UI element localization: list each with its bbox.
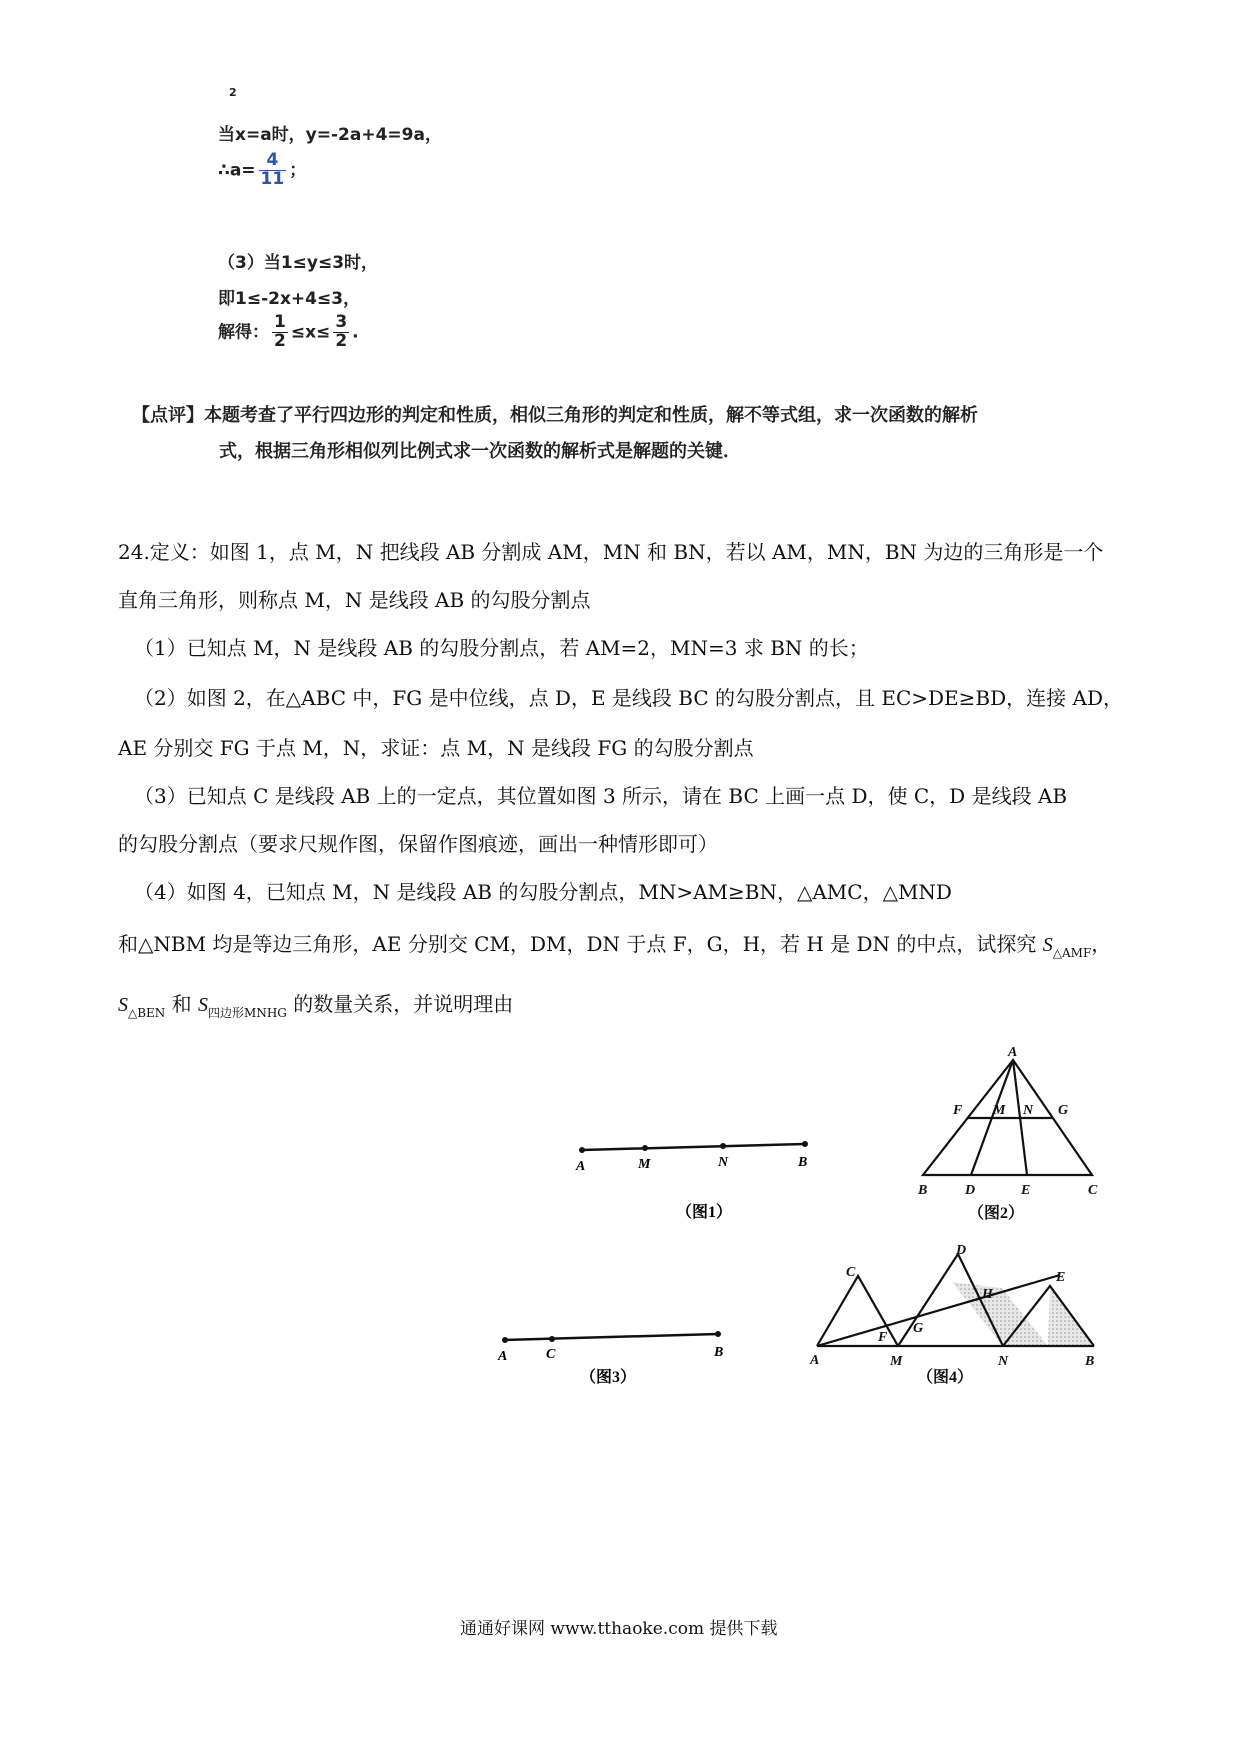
fig3-segment-ab (505, 1334, 718, 1340)
fig4-label-n: N (998, 1354, 1009, 1369)
area-symbol: S (118, 994, 128, 1016)
area-subscript-mnhg: 四边形MNHG (208, 1006, 287, 1020)
fig2-caption: （图2） (968, 1205, 1025, 1222)
comment-label: 【点评】 (132, 405, 204, 426)
fig2-label-m: M (993, 1103, 1006, 1118)
fig1-label-b: B (798, 1155, 808, 1170)
fig3-point-a (502, 1337, 508, 1343)
figure-2-labels (917, 1045, 1098, 1222)
fraction-denominator: 2 (274, 330, 286, 351)
solution-line-3: （3）当1≤y≤3时， (218, 253, 379, 273)
fig1-caption: （图1） (676, 1204, 733, 1221)
fig4-label-m: M (890, 1354, 903, 1369)
question-line-2: 直角三角形，则称点 M，N 是线段 AB 的勾股分割点 (118, 588, 591, 612)
question-part-4-tail: 的数量关系，并说明理由 (286, 992, 514, 1016)
question-part-1: （1）已知点 M，N 是线段 AB 的勾股分割点，若 AM=2，MN=3 求 BN 的长； (134, 636, 869, 660)
fig3-label-a: A (498, 1349, 508, 1364)
fig2-label-e: E (1021, 1183, 1031, 1198)
fraction-numerator: 1 (274, 312, 286, 332)
fig4-label-a: A (810, 1353, 820, 1368)
area-subscript-amf: △AMF (1052, 946, 1092, 960)
fig2-label-b: B (918, 1183, 928, 1198)
fig4-label-d: D (956, 1243, 967, 1258)
conjunction: 和 (165, 992, 199, 1016)
question-part-4-line-1: （4）如图 4，已知点 M，N 是线段 AB 的勾股分割点，MN>AM≥BN，△AMC，△MND (134, 880, 952, 904)
fraction-denominator: 11 (260, 168, 285, 189)
punctuation: ， (1091, 932, 1112, 956)
fig4-label-e: E (1056, 1270, 1066, 1285)
fig2-label-n: N (1023, 1103, 1034, 1118)
area-symbol: S (1042, 934, 1053, 956)
fig2-label-c: C (1088, 1183, 1098, 1198)
fig2-label-a: A (1008, 1045, 1018, 1060)
comment-text-1: 本题考查了平行四边形的判定和性质，相似三角形的判定和性质，解不等式组，求一次函数的解析 (204, 405, 978, 426)
area-subscript-ben: △BEN (128, 1006, 166, 1020)
fig4-label-b: B (1085, 1354, 1095, 1369)
area-symbol: S (198, 994, 209, 1016)
solution-line-5-middle: ≤x≤ (290, 322, 331, 343)
fig2-label-d: D (965, 1183, 976, 1198)
question-line-1: 24.定义：如图 1，点 M，N 把线段 AB 分割成 AM，MN 和 BN，若以 AM，MN，BN 为边的三角形是一个 (118, 540, 1104, 564)
fig1-segment-ab (582, 1144, 805, 1150)
fig1-point-n (720, 1143, 726, 1149)
footer-credit: 通通好课网 www.tthaoke.com 提供下载 (460, 1619, 778, 1639)
figure-1 (575, 1141, 808, 1221)
fig1-label-n: N (718, 1155, 729, 1170)
solution-line-5-prefix: 解得： (218, 322, 269, 343)
question-part-4-text: 和△NBM 均是等边三角形，AE 分别交 CM，DM，DN 于点 F，G，H，若 H 是 DN 的中点，试探究 (118, 932, 1043, 956)
solution-line-2-prefix: ∴a= (218, 160, 256, 181)
fig1-label-m: M (638, 1157, 651, 1172)
fig4-label-f: F (878, 1330, 888, 1345)
fig4-label-g: G (913, 1321, 924, 1336)
fig4-label-h: H (982, 1287, 993, 1302)
fraction-denominator: 2 (335, 330, 348, 351)
fig3-label-b: B (714, 1345, 724, 1360)
solution-line-1: 当x=a时，y=-2a+4=9a， (218, 125, 442, 145)
stray-mark: 2 (229, 86, 237, 99)
solution-line-2-suffix: ； (289, 160, 307, 181)
comment-text-2: 式，根据三角形相似列比例式求一次函数的解析式是解题的关键． (219, 441, 741, 462)
fraction-numerator: 4 (259, 152, 287, 171)
question-part-3-line-2: 的勾股分割点（要求尺规作图，保留作图痕迹，画出一种情形即可） (118, 832, 718, 856)
fig1-point-b (802, 1141, 808, 1147)
solution-line-4: 即1≤-2x+4≤3， (218, 289, 361, 309)
fig3-point-b (715, 1331, 721, 1337)
figure-3 (497, 1331, 723, 1386)
fig1-point-m (642, 1145, 648, 1151)
fig3-label-c: C (546, 1347, 556, 1362)
solution-line-5-suffix: . (352, 322, 359, 343)
question-part-2-line-2: AE 分别交 FG 于点 M，N，求证：点 M，N 是线段 FG 的勾股分割点 (118, 736, 754, 760)
fig4-label-c: C (846, 1265, 856, 1280)
fraction-numerator: 3 (335, 312, 348, 332)
fig4-caption: （图4） (917, 1369, 974, 1386)
fig3-caption: （图3） (580, 1369, 637, 1386)
fig2-label-f: F (953, 1103, 963, 1118)
question-part-3-line-1: （3）已知点 C 是线段 AB 上的一定点，其位置如图 3 所示，请在 BC 上画一点 D，使 C，D 是线段 AB (134, 784, 1068, 808)
fig2-label-g: G (1058, 1103, 1069, 1118)
fig1-label-a: A (576, 1159, 586, 1174)
fig3-point-c (549, 1336, 555, 1342)
figure-4 (809, 1243, 1094, 1386)
fig1-point-a (579, 1147, 585, 1153)
question-part-2-line-1: （2）如图 2，在△ABC 中，FG 是中位线，点 D，E 是线段 BC 的勾股分割点，且 EC>DE≥BD，连接 AD， (134, 686, 1123, 710)
